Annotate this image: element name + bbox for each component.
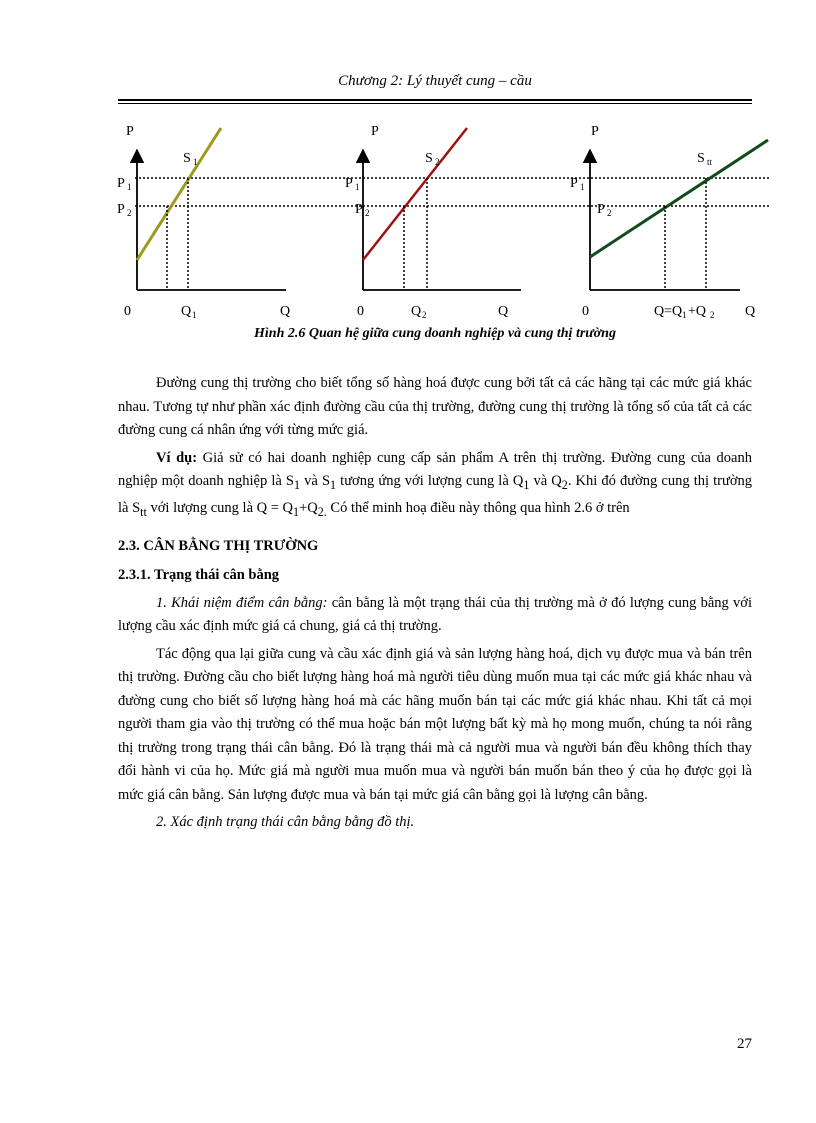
running-header: Chương 2: Lý thuyết cung – cầu — [338, 73, 532, 89]
q-label-sub: 1 — [192, 310, 197, 320]
q-label: Q — [181, 304, 192, 319]
axis-q-label: Q — [745, 304, 756, 319]
text-run: Có thể minh hoạ điều này thông qua hình 2.6 ở trên — [326, 500, 630, 517]
subscript: tt — [140, 505, 147, 520]
text-run: cân bằng là một trạng thái của thị trường mà ở đó lượng cung bằng với lượng cầu xác định mức giá cả chung, giá cả thị trường. — [118, 594, 752, 635]
subscript: 1 — [293, 505, 300, 520]
panel-market — [570, 124, 768, 320]
origin-label: 0 — [582, 304, 589, 319]
text-run: và Q — [529, 473, 562, 489]
header-rule-thin — [118, 103, 752, 104]
subscript: 1 — [294, 477, 301, 492]
origin-label: 0 — [124, 304, 131, 319]
p2-label-sub: 2 — [127, 208, 132, 218]
paragraph-market-supply: Đường cung thị trường cho biết tổng số hàng hoá được cung bởi tất cả các hãng tại các mức giá khác nhau. Tương tự như phần xác định đường cầu của thị trường, đường cung thị trường là tổng số của tất cả các đường cung cá nhân ứng với từng mức giá. — [118, 375, 752, 438]
subscript: 2. — [317, 505, 327, 520]
p2-label: P — [597, 202, 605, 217]
item-2-text: 2. Xác định trạng thái cân bằng bằng đồ thị. — [156, 814, 415, 831]
subscript: 1 — [523, 477, 530, 492]
subsection-heading-2-3-1: 2.3.1. Trạng thái cân bằng — [118, 567, 280, 584]
panel-firm-1 — [117, 124, 290, 320]
paragraph-item-2 — [118, 811, 752, 835]
p2-label-sub: 2 — [607, 208, 612, 218]
panel-firm-2 — [345, 124, 521, 320]
paragraph-interaction: Tác động qua lại giữa cung và cầu xác định giá và sản lượng hàng hoá, dịch vụ được mua và bán trên thị trường. Đường cầu cho biết lượng hàng hoá mà người tiêu dùng muốn mua tại các mức giá khác nhau và đường cung cho biết số lượng hàng hoá mà các hãng muốn bán tại các mức giá khác nhau. Khi tất cả mọi người tham gia vào thị trường có thể mua hoặc bán một lượng bất kỳ mà họ mong muốn, chúng ta nói rằng thị trường trong trạng thái cân bằng. Đó là trạng thái mà cả người mua và người bán đều không thích thay đổi hành vi của họ. Mức giá mà người mua muốn mua và người bán muốn bán theo ý của họ được gọi là mức giá cân bằng. Sản lượng được mua và bán tại mức giá cân bằng gọi là lượng cân bằng. — [118, 645, 752, 803]
page-number: 27 — [737, 1036, 752, 1052]
section-heading-2-3: 2.3. CÂN BẰNG THỊ TRƯỜNG — [118, 537, 319, 554]
concept-label: 1. Khái niệm điểm cân bằng: — [156, 594, 328, 611]
supply-curve-s2 — [363, 128, 467, 260]
body-text — [118, 372, 752, 839]
supply-curve-stt — [590, 140, 768, 257]
paragraph-example — [118, 447, 752, 525]
curve-label-sub: 2 — [435, 157, 440, 167]
curve-label: S — [425, 151, 433, 166]
p1-label: P — [570, 176, 578, 191]
p1-label-sub: 1 — [355, 182, 360, 192]
p2-label-sub: 2 — [365, 208, 370, 218]
axis-q-label: Q — [280, 304, 291, 319]
curve-label: S — [183, 151, 191, 166]
p1-label: P — [117, 176, 125, 191]
text-run: với lượng cung là Q = Q — [146, 500, 294, 517]
figure-2-6 — [0, 110, 816, 325]
text-run: tương ứng với lượng cung là Q — [336, 473, 524, 489]
curve-label-sub: tt — [707, 157, 713, 167]
axis-q-label: Q — [498, 304, 509, 319]
curve-label: S — [697, 151, 705, 166]
q-label: Q=Q — [654, 304, 683, 319]
axis-p-label: P — [126, 124, 134, 139]
example-label: Ví dụ: — [156, 449, 198, 466]
figure-caption: Hình 2.6 Quan hệ giữa cung doanh nghiệp và cung thị trường — [254, 326, 616, 341]
p2-label: P — [117, 202, 125, 217]
supply-curve-s1 — [137, 128, 221, 260]
q-label-suffix: +Q — [688, 304, 707, 319]
q-label-sub: 1 — [682, 310, 687, 320]
paragraph-concept — [118, 592, 752, 639]
subscript: 1 — [330, 477, 337, 492]
origin-label: 0 — [357, 304, 364, 319]
text-run: . Khi đó đường cung thị trường là S — [118, 473, 752, 517]
axis-p-label: P — [591, 124, 599, 139]
axis-p-label: P — [371, 124, 379, 139]
subscript: 2 — [561, 477, 568, 492]
p1-label: P — [345, 176, 353, 191]
p1-label-sub: 1 — [127, 182, 132, 192]
p2-label: P — [355, 202, 363, 217]
header-rule-thick — [118, 99, 752, 101]
q-label: Q — [411, 304, 422, 319]
text-run: Giả sử có hai doanh nghiệp cung cấp sản phẩm A trên thị trường. Đường cung của doanh nghiệp một doanh nghiệp là S — [118, 449, 752, 489]
q-label-sub: 2 — [422, 310, 427, 320]
q-label-sub2: 2 — [710, 310, 715, 320]
text-run: +Q — [299, 500, 318, 517]
text-run: và S — [300, 473, 331, 489]
curve-label-sub: 1 — [193, 157, 198, 167]
p1-label-sub: 1 — [580, 182, 585, 192]
